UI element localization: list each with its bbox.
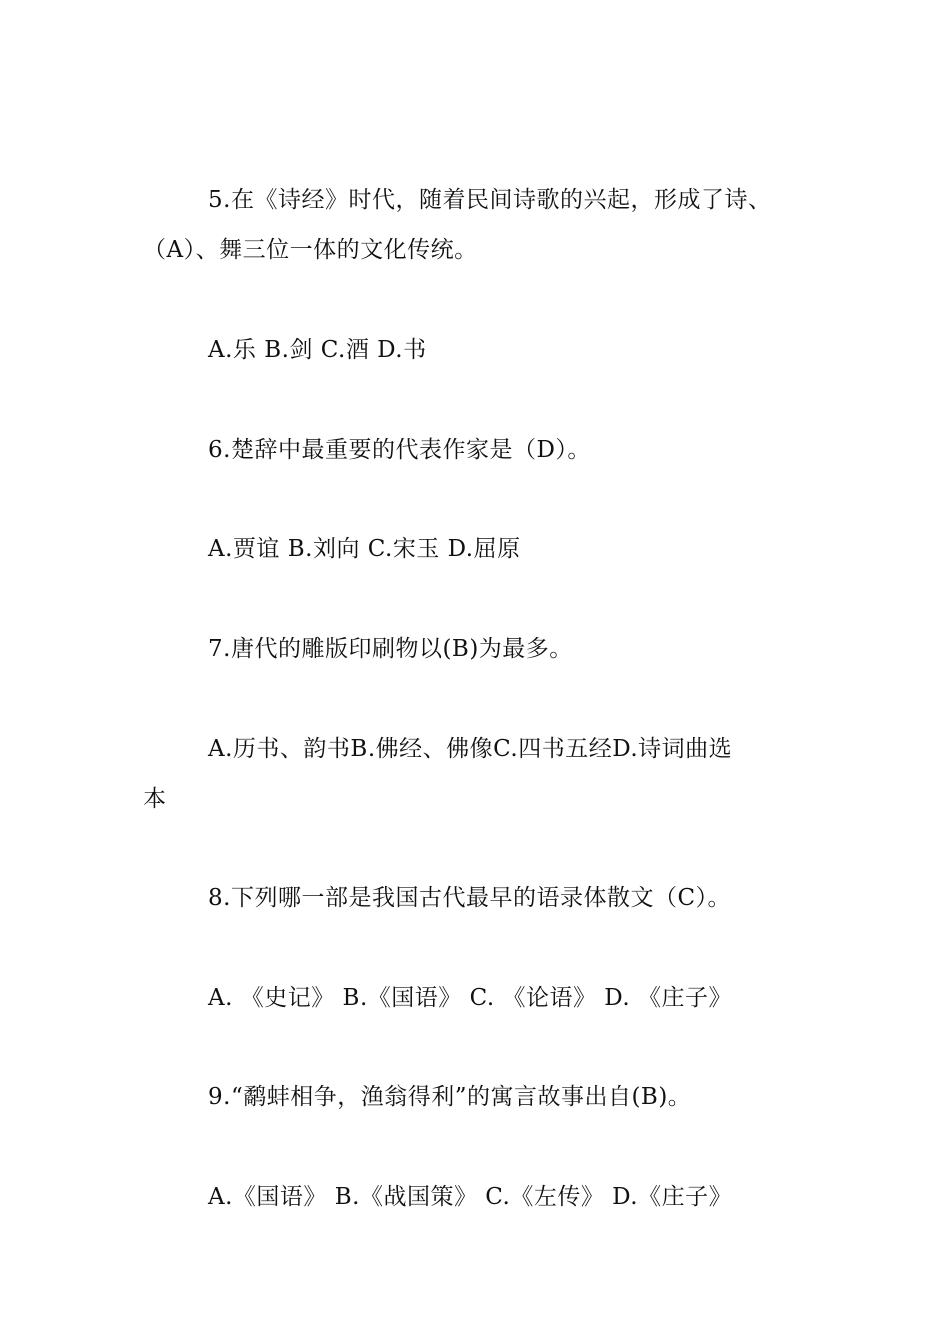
question-6-stem: 6.楚辞中最重要的代表作家是（D）。 bbox=[208, 437, 591, 463]
question-5-stem-line-2: （A）、舞三位一体的文化传统。 bbox=[143, 237, 478, 263]
question-9-stem: 9.“鹬蚌相争，渔翁得利”的寓言故事出自(B)。 bbox=[208, 1084, 692, 1110]
question-5-options: A.乐 B.剑 C.酒 D.书 bbox=[208, 337, 427, 363]
question-6-options: A.贾谊 B.刘向 C.宋玉 D.屈原 bbox=[208, 536, 521, 562]
question-8-stem: 8.下列哪一部是我国古代最早的语录体散文（C）。 bbox=[208, 885, 732, 911]
question-7-options-line-2: 本 bbox=[143, 786, 167, 812]
question-5-stem-line-1: 5.在《诗经》时代，随着民间诗歌的兴起，形成了诗、 bbox=[208, 187, 772, 213]
question-7-options-line-1: A.历书、韵书B.佛经、佛像C.四书五经D.诗词曲选 bbox=[208, 736, 733, 762]
question-7-stem: 7.唐代的雕版印刷物以(B)为最多。 bbox=[208, 636, 573, 662]
question-8-options: A. 《史记》 B.《国语》 C. 《论语》 D. 《庄子》 bbox=[208, 985, 733, 1011]
question-9-options: A.《国语》 B.《战国策》 C.《左传》 D.《庄子》 bbox=[208, 1184, 733, 1210]
